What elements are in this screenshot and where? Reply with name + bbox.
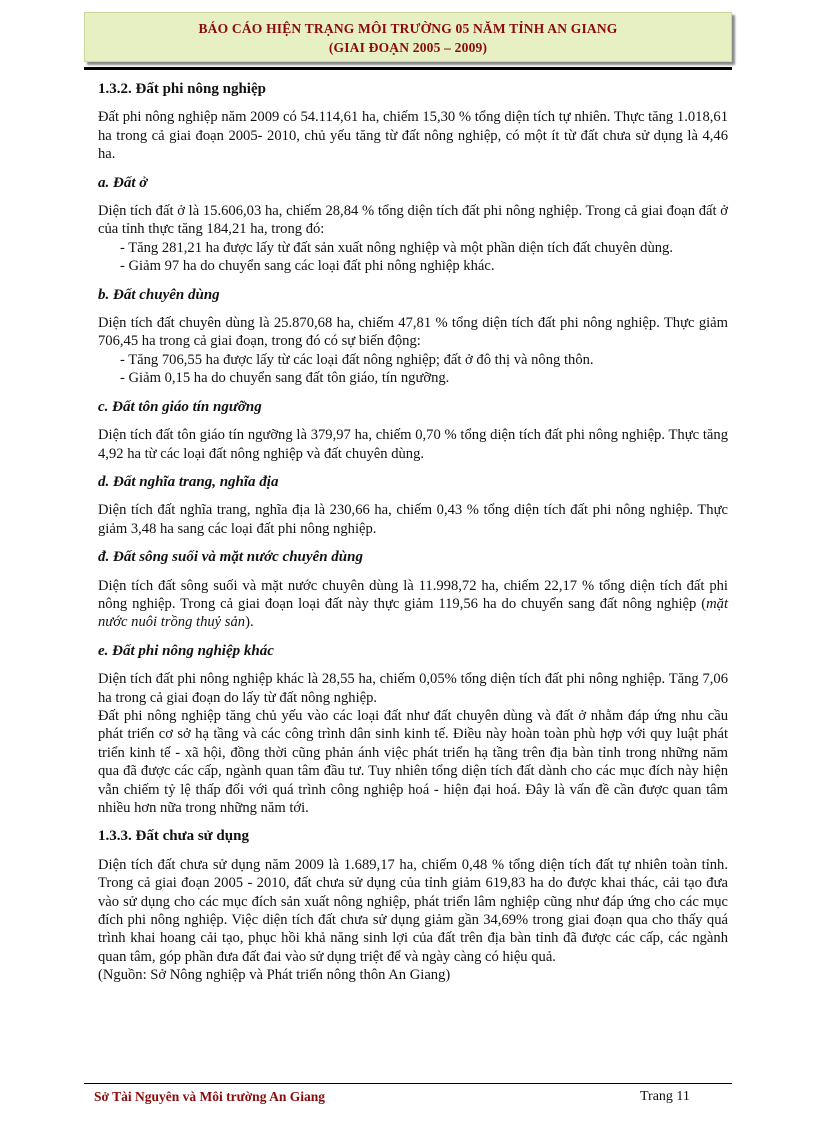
subsection-heading-e: e. Đất phi nông nghiệp khác <box>98 642 274 659</box>
subsection-b-body: Diện tích đất chuyên dùng là 25.870,68 ha, chiếm 47,81 % tổng diện tích đất phi nông nghiệp. Thực giảm 706,45 ha trong cả giai đoạn, trong đó có sự biến động: <box>98 315 728 350</box>
section-heading-1-3-3: 1.3.3. Đất chưa sử dụng <box>98 828 249 845</box>
subsection-heading-dd: đ. Đất sông suối và mặt nước chuyên dùng <box>98 549 363 566</box>
page-content <box>98 80 728 985</box>
subsection-b-bullet-1: - Tăng 706,55 ha được lấy từ các loại đất nông nghiệp; đất ở đô thị và nông thôn. <box>120 351 594 368</box>
section-1-3-3-body: Diện tích đất chưa sử dụng năm 2009 là 1.689,17 ha, chiếm 0,48 % tổng diện tích đất tự nhiên toàn tỉnh. Trong cả giai đoạn 2005 - 2010, đất chưa sử dụng của tỉnh giảm 619,83 ha do được khai thác, cải tạo đưa vào sử dụng cho các mục đích sản xuất nông nghiệp, phát triển lâm nghiệp cũng như đáp ứng cho các mục đích phi nông nghiệp. Việc diện tích đất chưa sử dụng giảm gần 34,69% trong giai đoạn qua cho thấy quá trình khai hoang cải tạo, phục hồi khả năng sinh lợi của đất trên địa bàn tỉnh đã được các cấp, các ngành quan tâm, góp phần đưa đất đai vào sử dụng triệt để và ngày càng có hiệu quả. <box>98 856 728 965</box>
header-period: (GIAI ĐOẠN 2005 – 2009) <box>328 40 488 55</box>
subsection-heading-d: d. Đất nghĩa trang, nghĩa địa <box>98 473 279 490</box>
subsection-c-body: Diện tích đất tôn giáo tín ngưỡng là 379,97 ha, chiếm 0,70 % tổng diện tích đất phi nông nghiệp. Thực tăng 4,92 ha từ các loại đất nông nghiệp và đất chuyên dùng. <box>98 427 728 462</box>
subsection-dd-body-italic: mặt nước nuôi trồng thuỷ sản <box>98 595 728 631</box>
subsection-b-bullet-2: - Giảm 0,15 ha do chuyển sang đất tôn giáo, tín ngưỡng. <box>120 370 450 387</box>
header-divider <box>84 67 732 70</box>
subsection-heading-a: a. Đất ở <box>98 174 148 191</box>
subsection-heading-b: b. Đất chuyên dùng <box>98 286 220 303</box>
subsection-dd-body-end: ). <box>245 614 254 631</box>
header-title: BÁO CÁO HIỆN TRẠNG MÔI TRƯỜNG 05 NĂM TỈNH AN GIANG <box>198 21 618 36</box>
subsection-e-body: Diện tích đất phi nông nghiệp khác là 28,55 ha, chiếm 0,05% tổng diện tích đất phi nông nghiệp. Tăng 7,06 ha trong cả giai đoạn do lấy từ đất nông nghiệp. <box>98 671 728 706</box>
page-number: Trang 11 <box>640 1089 690 1104</box>
subsection-dd-body <box>98 577 728 632</box>
subsection-dd-body-main: Diện tích đất sông suối và mặt nước chuyên dùng là 11.998,72 ha, chiếm 22,17 % tổng diện tích đất phi nông nghiệp. Trong cả giai đoạn loại đất này thực giảm 119,56 ha do chuyển sang đất nông nghiệp ( <box>98 577 728 612</box>
source-note: (Nguồn: Sở Nông nghiệp và Phát triển nông thôn An Giang) <box>98 967 451 984</box>
subsection-a-body: Diện tích đất ở là 15.606,03 ha, chiếm 28,84 % tổng diện tích đất phi nông nghiệp. Trong cả giai đoạn đất ở của tỉnh thực tăng 184,21 ha, trong đó: <box>98 203 728 238</box>
subsection-e-body-2: Đất phi nông nghiệp tăng chủ yếu vào các loại đất như đất chuyên dùng và đất ở nhằm đáp ứng nhu cầu phát triển cơ sở hạ tầng và các công trình dân sinh kinh tế. Điều này hoàn toàn phù hợp với quy luật phát triển kinh tế - xã hội, đồng thời cũng phản ánh việc phát triển hạ tầng trên địa bàn tỉnh trong những năm qua đã được các cấp, ngành quan tâm đầu tư. Tuy nhiên tổng diện tích đất dành cho các mục đích này hiện vẫn chiếm tỷ lệ thấp đối với quá trình công nghiệp hoá - hiện đại hoá. Đây là vấn đề cần được quan tâm nhiều hơn nữa trong những năm tới. <box>98 707 728 816</box>
section-1-3-2-body: Đất phi nông nghiệp năm 2009 có 54.114,61 ha, chiếm 15,30 % tổng diện tích tự nhiên. Thực tăng 1.018,61 ha trong cả giai đoạn 2005- 2010, chủ yếu tăng từ đất nông nghiệp, có một ít từ đất chưa sử dụng là 4,46 ha. <box>98 109 728 163</box>
subsection-d-body: Diện tích đất nghĩa trang, nghĩa địa là 230,66 ha, chiếm 0,43 % tổng diện tích đất phi nông nghiệp. Thực giảm 3,48 ha sang các loại đất phi nông nghiệp. <box>98 502 728 537</box>
footer-organization: Sở Tài Nguyên và Môi trường An Giang <box>94 1089 325 1104</box>
footer-divider <box>84 1083 732 1084</box>
subsection-heading-c: c. Đất tôn giáo tín ngưỡng <box>98 398 262 415</box>
report-header <box>84 12 732 62</box>
subsection-a-bullet-1: - Tăng 281,21 ha được lấy từ đất sản xuất nông nghiệp và một phần diện tích đất chuyên dùng. <box>120 239 673 256</box>
section-heading-1-3-2: 1.3.2. Đất phi nông nghiệp <box>98 81 266 97</box>
subsection-a-bullet-2: - Giảm 97 ha do chuyển sang các loại đất phi nông nghiệp khác. <box>120 258 495 275</box>
